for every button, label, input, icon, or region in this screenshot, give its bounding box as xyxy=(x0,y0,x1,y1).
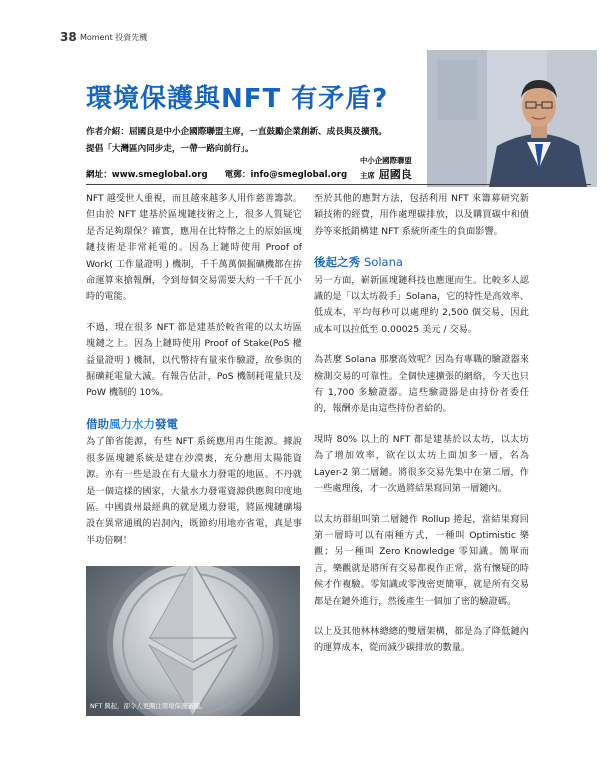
page-number: 38 xyxy=(60,30,77,44)
paragraph: 為了節省能源，有些 NFT 系統應用再生能源。據說很多區塊鏈系統是建在沙漠裏，充分應用太陽能資源。亦有一些是設在有大量水力發電的地區。不丹就是一個這樣的國家，大量水力發電資源供應與印度地區。中國貴州最經典的就是風力發電，將區塊鏈礦場設在異常通風的岩洞內，既節約用地亦省電，真是事半功倍啊！ xyxy=(86,436,302,546)
photo-caption-org: 中小企國際聯盟 xyxy=(360,156,412,165)
magazine-name: Moment 投資先機 xyxy=(80,33,148,42)
heading-part: 後起之秀 xyxy=(314,255,365,270)
heading-english: Solana xyxy=(364,255,403,270)
contact-info xyxy=(86,168,361,180)
header-divider xyxy=(86,184,591,185)
article-title: 環境保護與NFT 有矛盾? xyxy=(86,84,389,114)
heading-part: 借助 xyxy=(86,416,109,431)
photo-caption-title: 主席 xyxy=(360,171,375,180)
image-caption: NFT 興起，卻令人更關注環境保護議題。 xyxy=(90,702,207,710)
paragraph: 現時 80% 以上的 NFT 都是建基於以太坊，以太坊為了增加效率，欲在以太坊上面加多一層，名為 Layer-2 第二層鏈。將很多交易先集中在第二層，作一些處理後，才一次過將結果寫回第一層鏈內。 xyxy=(314,433,529,495)
heading-part: 發電 xyxy=(155,416,178,431)
right-column xyxy=(314,191,529,671)
section-heading-solana xyxy=(314,254,529,270)
paragraph: 不過，現在很多 NFT 都是建基於較省電的以太坊區塊鏈之上。因為上鏈時使用 Proof of Stake(PoS 權益量證明 ) 機制，以代幣持有量來作驗證，故參與的掘礦耗電量大減。有報告估計，PoS 機制耗電量只及 PoW 機制的 10%。 xyxy=(86,321,302,399)
paragraph: 至於其他的應對方法，包括利用 NFT 來籌募研究新穎技術的經費，用作處理碳排放，以及購買碳中和債券等來抵銷構建 NFT 系統所產生的負面影響。 xyxy=(314,193,529,237)
nft-coin-image xyxy=(86,566,300,716)
ethereum-coin-icon xyxy=(86,566,300,716)
section-heading-wind-water xyxy=(86,416,302,432)
heading-highlight: 風力水力 xyxy=(109,416,155,431)
author-portrait-illustration xyxy=(427,50,597,187)
author-intro xyxy=(86,124,441,158)
paragraph: 以太坊群組叫第二層鏈作 Rollup 捲起，當結果寫回第一層時可以有兩種方式，一種叫 Optimistic 樂觀；另一種叫 Zero Knowledge 零知識。簡單而言，樂觀就是將所有交易都視作正常，當有懷疑的時候才作複驗。零知識或零洩密更簡單，就是所有交易都是在鏈外進行，然後產生一個加了密的驗證碼。 xyxy=(314,513,529,607)
photo-caption-name: 屈國良 xyxy=(378,168,412,181)
paragraph: NFT 越受世人重視，而且越來越多人用作慈善籌款。但由於 NFT 建基於區塊鏈技術之上，很多人質疑它是否足夠環保？確實，應用在比特幣之上的原始區塊鏈技術是非常耗電的。因為上鏈時使用 Proof of Work( 工作量證明 ) 機制，千千萬萬個掘礦機都在拚命運算來搶報酬，令到每個交易需要大約一千千瓦小時的電能。 xyxy=(86,193,302,303)
author-intro-line-2: 提倡「大灣區內同步走，一帶一路向前行」。 xyxy=(86,144,254,154)
paragraph: 另一方面，嶄新區塊鏈科技也應運而生。比較多人認識的是「以太坊殺手」Solana，它的特性是高效率、低成本，平均每秒可以處理約 2,500 個交易，因此成本可以拉低至 0.00025 美元 / 交易。 xyxy=(314,274,529,335)
website-link[interactable]: 網址：www.smeglobal.org xyxy=(86,170,208,180)
left-column xyxy=(86,191,302,563)
paragraph: 以上及其他林林總總的雙層架構，都是為了降低鏈內的運算成本，從而減少碳排放的數量。 xyxy=(314,625,529,654)
paragraph: 為甚麼 Solana 那麼高效呢？因為有專職的驗證器來檢測交易的可靠性。全個快速擴張的網絡，今天也只有 1,700 多驗證器。這些驗證器是由持份者委任的，報酬亦是由這些持份者給的。 xyxy=(314,354,529,415)
email-link[interactable]: 電郵：info@smeglobal.org xyxy=(224,170,348,180)
author-photo xyxy=(427,50,597,187)
photo-caption xyxy=(360,166,412,182)
author-intro-line-1: 作者介紹：屈國良是中小企國際聯盟主席，一直鼓勵企業創新、成長與及擴飛。 xyxy=(86,127,387,137)
